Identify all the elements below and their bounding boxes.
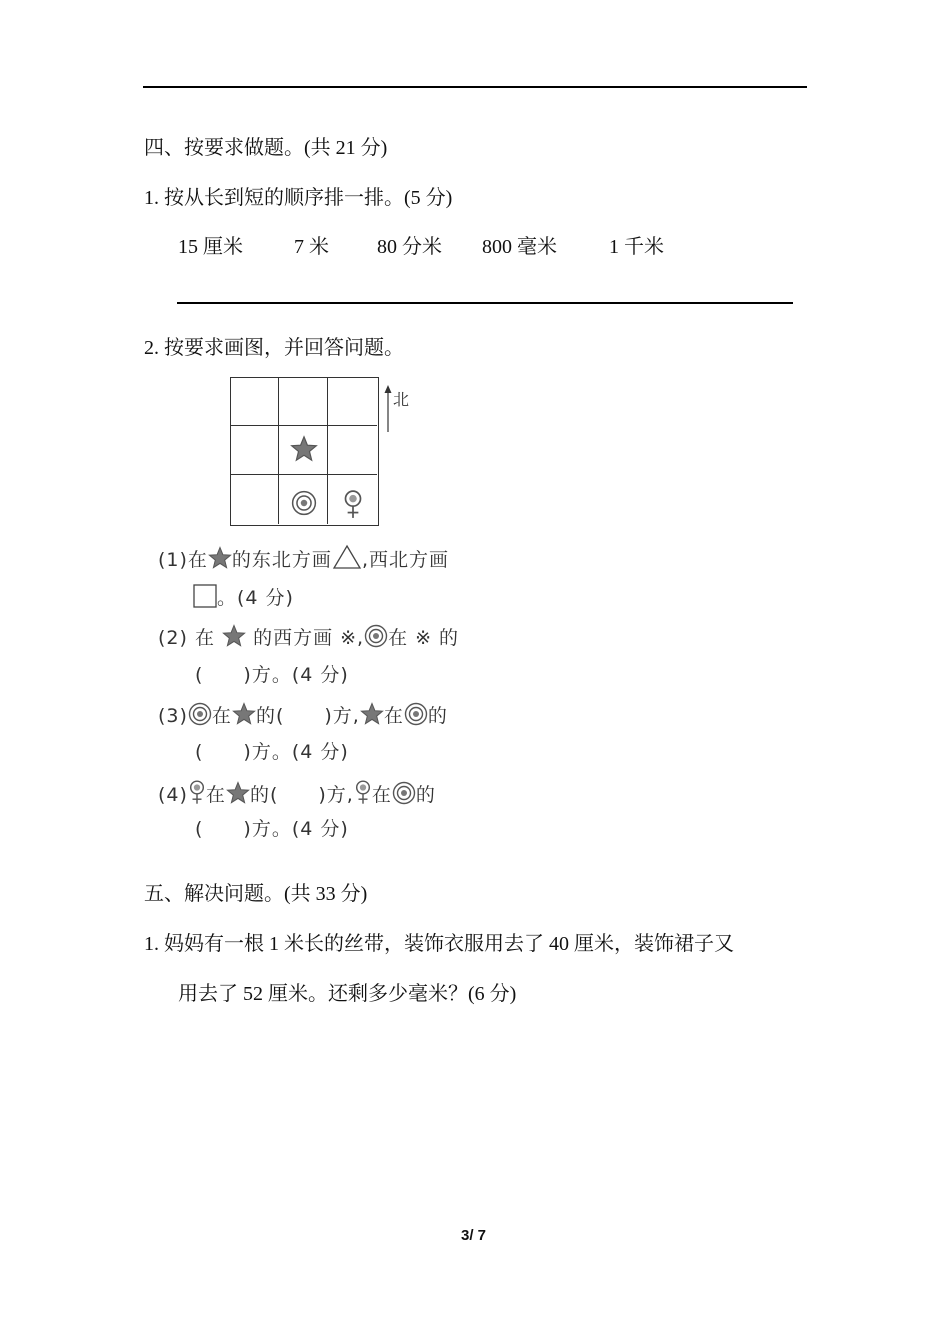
north-label: 北 <box>393 390 410 409</box>
grid-cell[interactable] <box>328 377 377 426</box>
double-circle-icon <box>364 624 388 648</box>
section-5-heading: 五、解决问题。(共 33 分) <box>144 883 368 905</box>
option-2: 7 米 <box>294 236 329 258</box>
sub3-part4: 在 <box>383 705 404 727</box>
sub-question-1 <box>158 544 449 572</box>
option-3: 80 分米 <box>377 236 442 258</box>
q2-prompt: 2. 按要求画图，并回答问题。 <box>144 337 404 359</box>
star-icon <box>222 624 246 648</box>
sub3-part3: 的( )方, <box>255 705 360 727</box>
sub2-part3: 在 ※ 的 <box>388 627 460 649</box>
sub1-part1: (1)在 <box>158 549 208 571</box>
option-1: 15 厘米 <box>178 236 243 258</box>
option-4: 800 毫米 <box>482 236 557 258</box>
sub4-part3: 的( )方, <box>249 784 354 806</box>
sub2-part1: (2) 在 <box>158 627 215 649</box>
grid-cell[interactable] <box>230 426 279 475</box>
female-symbol-icon <box>354 779 372 805</box>
double-circle-icon <box>404 702 428 726</box>
s5-q1-line1: 1. 妈妈有一根 1 米长的丝带，装饰衣服用去了 40 厘米，装饰裙子又 <box>144 933 734 955</box>
sub4-part2: 在 <box>205 784 226 806</box>
sub-question-4 <box>158 779 436 807</box>
double-circle-icon <box>392 781 416 805</box>
female-symbol-icon <box>342 489 364 519</box>
star-icon <box>360 702 384 726</box>
grid-cell[interactable] <box>328 426 377 475</box>
sub-question-1-cont <box>193 584 294 610</box>
q1-prompt: 1. 按从长到短的顺序排一排。(5 分) <box>144 187 453 209</box>
s5-q1-line2: 用去了 52 厘米。还剩多少毫米？(6 分) <box>178 983 517 1005</box>
option-5: 1 千米 <box>609 236 664 258</box>
sub1-part3: ,西北方画 <box>361 549 449 571</box>
sub2-part2: 的西方画 ※, <box>253 627 365 649</box>
sub3-answer-blank[interactable]: ( )方。(4 分) <box>195 741 349 763</box>
sub-question-2 <box>158 624 459 650</box>
double-circle-icon <box>188 702 212 726</box>
page-number: 3/ 7 <box>461 1227 487 1244</box>
grid-cell[interactable] <box>230 377 279 426</box>
triangle-icon <box>332 544 362 570</box>
star-icon <box>226 781 250 805</box>
square-icon <box>193 584 217 608</box>
answer-line[interactable] <box>177 302 793 304</box>
sub4-part5: 的 <box>415 784 436 806</box>
sub4-part1: (4) <box>158 784 188 806</box>
grid-cell[interactable] <box>230 475 279 524</box>
sub-question-3 <box>158 702 448 728</box>
sub2-answer-blank[interactable]: ( )方。(4 分) <box>195 664 349 686</box>
double-circle-icon <box>291 490 317 516</box>
star-icon <box>208 546 232 570</box>
direction-grid <box>230 377 379 526</box>
sub3-part1: (3) <box>158 705 188 727</box>
grid-cell[interactable] <box>279 377 328 426</box>
sub3-part2: 在 <box>211 705 232 727</box>
sub1-part4: 。(4 分) <box>217 587 294 609</box>
star-icon <box>232 702 256 726</box>
section-4-heading: 四、按要求做题。(共 21 分) <box>144 137 388 159</box>
female-symbol-icon <box>188 779 206 805</box>
sub1-part2: 的东北方画 <box>231 549 332 571</box>
sub4-part4: 在 <box>371 784 392 806</box>
sub4-answer-blank[interactable]: ( )方。(4 分) <box>195 818 349 840</box>
sub3-part5: 的 <box>427 705 448 727</box>
star-icon <box>290 435 318 463</box>
header-rule <box>143 86 807 88</box>
north-arrow-icon <box>383 385 393 433</box>
